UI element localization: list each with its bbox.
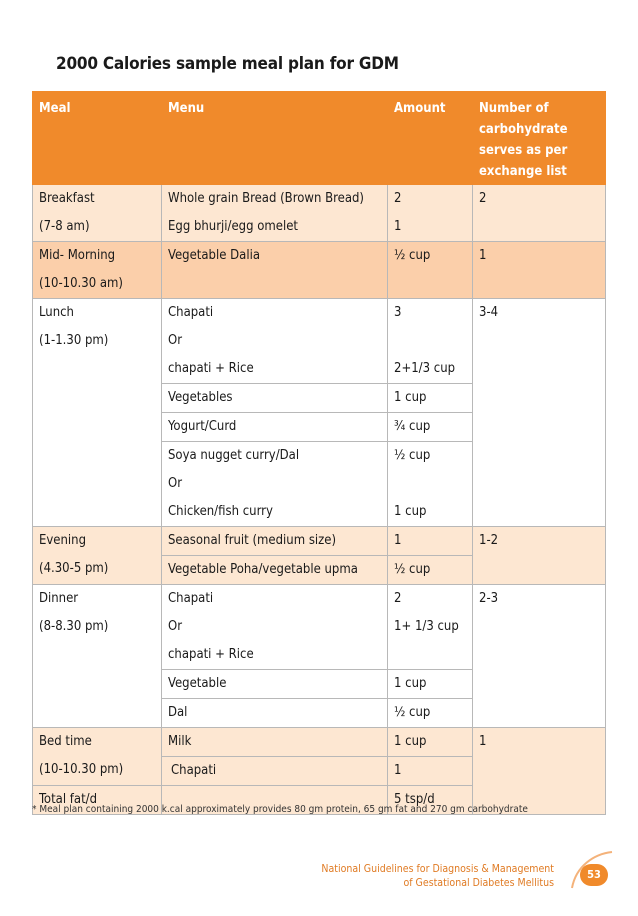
table-header-row <box>33 92 606 185</box>
serves-cell: 2 <box>473 185 606 242</box>
table-row-evening <box>33 527 606 556</box>
menu-cell: Whole grain Bread (Brown Bread) Egg bhurji/egg omelet <box>162 185 388 242</box>
meal-cell: Bed time (10-10.30 pm) <box>33 728 162 786</box>
table-row-breakfast <box>33 185 606 242</box>
meal-cell: Evening (4.30-5 pm) <box>33 527 162 585</box>
header-serves: Number of carbohydrate serves as per exchange list <box>473 92 606 185</box>
amount-cell: 1 <box>388 757 473 786</box>
footnote: * Meal plan containing 2000 k.cal approximately provides 80 gm protein, 65 gm fat and 270 gm carbohydrate <box>32 804 528 815</box>
meal-plan-table <box>32 91 606 815</box>
amount-cell: ½ cup <box>388 556 473 585</box>
menu-cell: Dal <box>162 699 388 728</box>
table-row-bed-time <box>33 728 606 757</box>
amount-cell: ¾ cup <box>388 413 473 442</box>
menu-cell: Vegetables <box>162 384 388 413</box>
menu-cell: Chapati <box>162 757 388 786</box>
amount-cell: 1 cup <box>388 728 473 757</box>
table-row-mid-morning <box>33 242 606 299</box>
amount-cell: 5 tsp/d <box>388 786 473 815</box>
amount-cell: ½ cup <box>388 242 473 299</box>
amount-cell: 1 <box>388 527 473 556</box>
menu-cell: Vegetable Poha/vegetable upma <box>162 556 388 585</box>
header-amount: Amount <box>388 92 473 185</box>
amount-cell: ½ cup 1 cup <box>388 442 473 527</box>
meal-cell: Lunch (1-1.30 pm) <box>33 299 162 527</box>
serves-cell: 2-3 <box>473 585 606 728</box>
header-menu: Menu <box>162 92 388 185</box>
footer-text: National Guidelines for Diagnosis & Management of Gestational Diabetes Mellitus <box>321 863 554 889</box>
amount-cell: 1 cup <box>388 670 473 699</box>
amount-cell: 1 cup <box>388 384 473 413</box>
amount-cell: 2 1 <box>388 185 473 242</box>
menu-cell: Chapati Or chapati + Rice <box>162 585 388 670</box>
menu-cell: Soya nugget curry/Dal Or Chicken/fish curry <box>162 442 388 527</box>
serves-cell: 1-2 <box>473 527 606 585</box>
meal-cell: Total fat/d <box>33 786 162 815</box>
menu-cell: Milk <box>162 728 388 757</box>
table-row-dinner <box>33 585 606 670</box>
meal-cell: Dinner (8-8.30 pm) <box>33 585 162 728</box>
menu-cell: Chapati Or chapati + Rice <box>162 299 388 384</box>
amount-cell: 3 2+1/3 cup <box>388 299 473 384</box>
amount-cell: 2 1+ 1/3 cup <box>388 585 473 670</box>
header-meal: Meal <box>33 92 162 185</box>
page-title: 2000 Calories sample meal plan for GDM <box>56 54 399 74</box>
page-number: 53 <box>580 864 608 886</box>
amount-cell: ½ cup <box>388 699 473 728</box>
menu-cell: Yogurt/Curd <box>162 413 388 442</box>
meal-cell: Mid- Morning (10-10.30 am) <box>33 242 162 299</box>
serves-cell: 1 <box>473 728 606 815</box>
serves-cell: 1 <box>473 242 606 299</box>
serves-cell: 3-4 <box>473 299 606 527</box>
menu-cell: Vegetable Dalia <box>162 242 388 299</box>
menu-cell: Seasonal fruit (medium size) <box>162 527 388 556</box>
table-row-lunch <box>33 299 606 384</box>
menu-cell: Vegetable <box>162 670 388 699</box>
meal-cell: Breakfast (7-8 am) <box>33 185 162 242</box>
